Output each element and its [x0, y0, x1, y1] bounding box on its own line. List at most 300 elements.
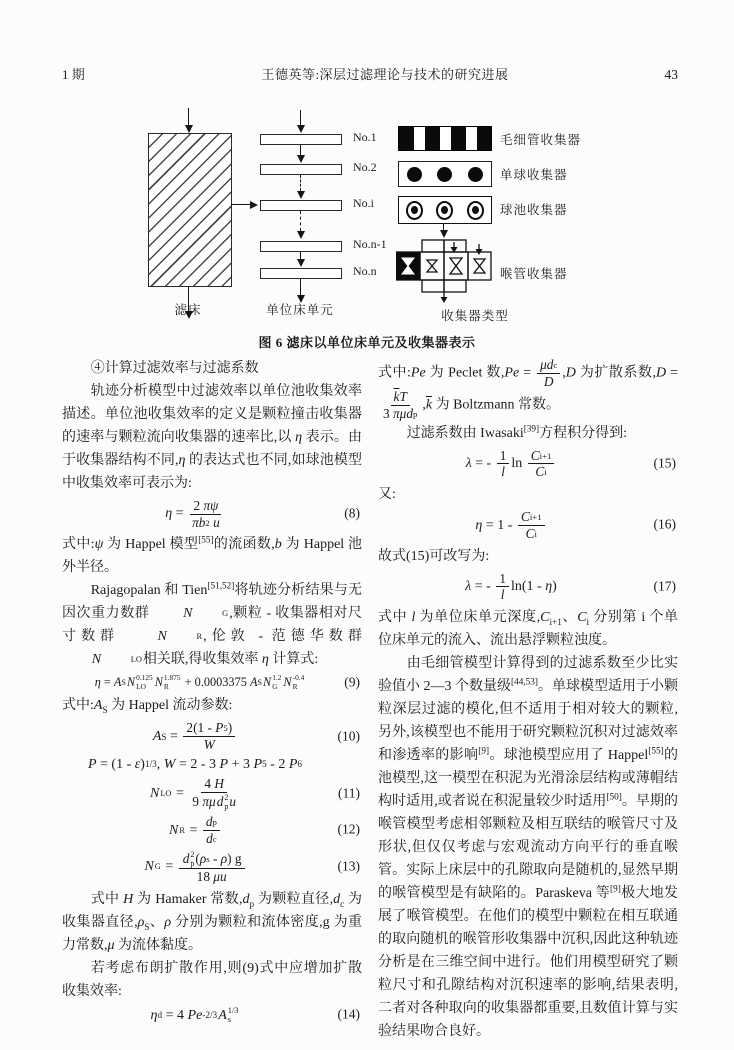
issue-label: 1 期	[62, 67, 85, 82]
paragraph	[62, 888, 362, 957]
equation-body: P = (1 - ε ) 1/3 , W = 2 - 3 P + 3 P 5 - 2 P 6	[87, 756, 303, 772]
text: l	[500, 587, 505, 603]
text: 由毛细管模型计算得到的过滤系数至少比实验值小 2—3 个数量级	[378, 655, 678, 694]
variable-with-scripts	[183, 850, 195, 868]
text: u	[209, 514, 220, 530]
page-header	[62, 64, 678, 83]
subscript: R	[179, 825, 185, 835]
variable: d	[216, 794, 224, 810]
paragraph	[62, 957, 362, 1003]
text: 过滤系数由 Iwasaki	[406, 425, 524, 441]
text: = (1 -	[96, 756, 135, 772]
equation-number: (16)	[653, 516, 676, 532]
variable-with-scripts	[169, 822, 185, 840]
numerator: μd c	[537, 357, 560, 374]
fraction	[496, 571, 509, 603]
text: [39]	[523, 423, 540, 434]
text: P	[288, 756, 298, 772]
text: = -	[471, 578, 495, 594]
equation-number: (15)	[653, 455, 676, 471]
text: P	[219, 756, 229, 772]
text: )	[552, 578, 557, 594]
text: ρ	[164, 914, 172, 930]
scripts	[293, 674, 305, 691]
text: 、	[561, 609, 578, 625]
paragraph	[378, 422, 678, 445]
paragraph	[378, 606, 678, 652]
single-sphere-collector-label: 单球收集器	[500, 168, 568, 182]
text: 将轨迹分析结果与无因次重力数群	[62, 583, 363, 622]
text: 的表达式也不同,如球池模型中收集效率可表示为:	[62, 453, 363, 491]
arrow-unit-i-n1	[295, 211, 306, 239]
text: 式中:	[62, 537, 95, 553]
text: )	[227, 720, 233, 736]
text: A	[113, 675, 122, 690]
variable: N	[262, 675, 272, 690]
text: 。早期的喉管模型考虑相邻颗粒及相互联结的喉管尺寸及形状,但仅仅考虑与宏观流动方向平行的垂直喉管。实际上床层中的孔隙取向是随机的,显然早期的喉管模型是有缺陷的。Paraskeva 等	[378, 793, 679, 901]
text: 若考虑布朗扩散作用,则(9)式中应增加扩散收集效率:	[62, 960, 362, 999]
equation-body: A S = 2(1 - P 5 ) W	[153, 720, 237, 752]
variable: N	[126, 675, 136, 690]
text: P	[87, 756, 97, 772]
variable: N	[183, 606, 193, 622]
fraction	[189, 498, 223, 530]
text: )	[140, 756, 145, 772]
section-heading	[62, 357, 362, 380]
text: + 3	[228, 756, 254, 772]
denominator	[189, 793, 239, 811]
text: i+1	[549, 616, 562, 627]
text: 3	[383, 406, 393, 422]
subscript: LO	[130, 655, 142, 665]
sphere-in-cell-icon	[436, 201, 453, 220]
text: 式中	[90, 891, 124, 907]
paragraph	[62, 579, 366, 671]
sphere-icon	[468, 167, 483, 182]
text: D	[543, 373, 554, 389]
text: =	[172, 785, 188, 801]
text: C	[577, 609, 587, 625]
text: 9	[192, 794, 203, 810]
text: = 2 - 3	[175, 756, 220, 772]
text: =	[166, 728, 182, 744]
sphere-icon	[437, 167, 452, 182]
variable: d	[182, 850, 190, 866]
subscript: s	[227, 1015, 232, 1025]
variable: N	[91, 652, 102, 668]
text: d	[406, 406, 413, 422]
subscript: G	[222, 609, 229, 619]
arrow-unit-2-i	[295, 175, 306, 199]
text: ④计算过滤效率与过滤系数	[90, 361, 259, 376]
variable-with-scripts	[63, 648, 142, 671]
unit-bed-element-n-1	[260, 241, 342, 252]
running-title: 王德英等:深层过滤理论与技术的研究进展	[261, 67, 509, 82]
filter-bed-graphic	[148, 133, 232, 287]
arrow-bed-to-unit-i	[231, 199, 258, 210]
scripts	[224, 793, 228, 811]
scripts	[179, 826, 185, 836]
text: 的流函数,	[213, 537, 275, 553]
paragraph	[62, 694, 362, 717]
text: 分别为颗粒和流体密度,g 为重力常数,	[62, 914, 363, 953]
scripts	[164, 674, 181, 691]
numerator	[497, 448, 510, 465]
text: l	[411, 609, 416, 625]
denominator	[541, 374, 557, 390]
denominator	[201, 737, 218, 753]
text: λ	[465, 578, 472, 594]
equation-number: (17)	[653, 578, 676, 594]
text: ) g	[227, 850, 242, 866]
text: η	[178, 453, 186, 468]
text: b	[274, 537, 282, 553]
equation	[62, 814, 362, 846]
text: 式中:	[62, 698, 94, 714]
fraction	[203, 814, 220, 846]
equation	[62, 1006, 362, 1025]
text: η	[150, 1007, 158, 1023]
text: u	[229, 794, 237, 810]
denominator	[498, 464, 508, 480]
text: ρ	[137, 914, 145, 930]
equation-number: (10)	[337, 728, 360, 744]
scripts	[193, 609, 228, 619]
denominator: C i	[525, 525, 537, 541]
text: πb	[192, 514, 206, 530]
subscript: R	[163, 681, 169, 691]
text: 为 Hamaker 常数,	[133, 891, 243, 907]
text-columns	[62, 357, 682, 1043]
subscript: R	[196, 632, 203, 642]
text: 为 Boltzmann 常数。	[432, 397, 561, 413]
sphere-in-cell-icon	[406, 201, 423, 220]
equation-number: (14)	[337, 1006, 360, 1022]
equation-number: (11)	[338, 785, 360, 801]
equation-body	[165, 498, 225, 530]
text: η	[94, 675, 101, 690]
text: 为 Happel 池外半径。	[62, 537, 363, 576]
text: Pe	[410, 365, 426, 381]
text: 2	[193, 498, 204, 513]
equation-body	[466, 448, 557, 480]
variable: N	[157, 629, 167, 645]
superscript: 1/3	[227, 1005, 239, 1015]
page-number: 43	[664, 67, 678, 82]
text: ,	[156, 756, 164, 772]
unit-bed-label-i: No.i	[353, 196, 374, 210]
left-column	[62, 357, 366, 1043]
text: -	[209, 850, 221, 866]
subscript: p	[190, 858, 195, 868]
text: C	[525, 525, 535, 541]
equation-body	[465, 571, 557, 603]
figure-6	[60, 106, 674, 334]
text: 为 Happel 流动参数:	[107, 698, 233, 714]
variable-with-scripts	[127, 674, 153, 691]
superscript: -0.4	[292, 673, 305, 683]
sphere-icon	[407, 167, 422, 182]
text: $\overline{k}$	[425, 397, 433, 413]
numerator	[496, 571, 509, 588]
text: W	[163, 756, 176, 772]
text: ,颗粒 - 收集器相对尺寸数群	[62, 606, 362, 645]
variable: N	[154, 675, 163, 690]
variable: N	[144, 859, 154, 875]
paragraph	[62, 380, 362, 495]
fraction	[179, 850, 245, 885]
constricted-tube-collector-graphic	[396, 238, 492, 304]
text: [55]	[198, 534, 214, 545]
fraction	[497, 448, 510, 480]
text: η	[545, 578, 553, 594]
text: 为单位床单元深度,	[415, 609, 541, 625]
filter-bed-label: 滤床	[174, 303, 202, 317]
arrow-unit-1-2	[295, 145, 306, 163]
figure-caption: 图 6 滤床以单位床单元及收集器表示	[258, 335, 476, 350]
text: 的池模型,这一模型在积泥为光滑涂层结构或薄帽结构时适用,或者说在积泥量较少时适用	[378, 747, 678, 809]
text: 相关联,得收集效率	[142, 652, 262, 668]
text: d	[205, 814, 213, 830]
denominator: 3 πμ d p	[383, 406, 418, 422]
variable-with-scripts	[155, 674, 181, 691]
text: πμ	[392, 406, 407, 422]
paragraph	[378, 545, 678, 568]
text: 式中	[378, 609, 412, 625]
text: ln	[511, 456, 526, 472]
text: 1	[499, 570, 506, 586]
variable-with-scripts	[218, 1006, 238, 1025]
variable-with-scripts	[263, 674, 281, 691]
numerator: 2(1 - P 5 )	[183, 720, 235, 737]
text: + 0.0003375	[181, 675, 250, 690]
text: 4	[204, 776, 215, 792]
numerator: d p	[203, 814, 220, 831]
subscript: LO	[136, 681, 146, 691]
constricted-tube-collector-label: 喉管收集器	[500, 267, 568, 281]
equation	[62, 720, 362, 752]
fraction	[189, 776, 239, 811]
text: η	[261, 652, 269, 668]
scripts	[102, 655, 142, 665]
text: $\overline{k}$	[393, 389, 400, 405]
subscript: LO	[160, 788, 172, 798]
text: 表示。由于收集器结构不同,	[62, 430, 363, 468]
text: T	[399, 389, 407, 405]
text: 、	[149, 914, 165, 930]
variable-with-scripts	[129, 625, 202, 648]
text: p	[249, 898, 255, 909]
text: 轨迹分析模型中过滤效率以单位池收集效率描述。单位池收集效率的定义是颗粒撞击收集器的速率与颗粒流向收集器的速率比,以	[62, 384, 362, 445]
text: D	[655, 365, 667, 381]
text: 1	[499, 447, 507, 463]
fraction	[183, 720, 235, 752]
text: d	[206, 830, 213, 846]
equation	[62, 850, 362, 885]
variable: N	[169, 822, 179, 838]
text: P	[215, 720, 224, 736]
superscript: 1.2	[272, 673, 282, 683]
equation-number: (13)	[337, 858, 360, 874]
arrow-into-filter-bed	[183, 108, 194, 133]
text: S	[144, 921, 150, 932]
text: [55]	[648, 745, 664, 756]
text: η	[475, 517, 483, 533]
text: Pe	[187, 1007, 203, 1023]
text: ,伦敦 - 范德华数群	[203, 629, 366, 645]
text: ψ	[94, 537, 104, 553]
text: C	[540, 609, 550, 625]
equation-body	[168, 814, 222, 846]
text: P	[253, 756, 263, 772]
fraction	[528, 448, 555, 480]
text: =	[519, 365, 536, 381]
text: d	[242, 891, 250, 907]
equation	[378, 509, 678, 541]
text: A	[152, 728, 162, 744]
denominator	[194, 869, 230, 885]
equation-number: (8)	[344, 505, 360, 521]
sphere-in-cell-collector-label: 球池收集器	[500, 203, 568, 217]
text: μd	[540, 357, 554, 372]
numerator	[190, 498, 221, 515]
fraction	[518, 509, 545, 541]
text: η	[295, 430, 303, 445]
arrow-into-constricted-tube	[438, 224, 449, 238]
denominator: d c	[206, 830, 217, 846]
unit-bed-label-n-1: No.n-1	[353, 237, 387, 251]
text: l	[501, 464, 505, 480]
equation	[378, 448, 678, 480]
text: 故式(15)可改写为:	[378, 548, 490, 564]
text: [51,52]	[207, 580, 235, 591]
superscript: 2	[224, 792, 229, 802]
text: μ	[107, 937, 115, 953]
text: [9]	[478, 745, 490, 756]
scripts	[228, 1006, 239, 1025]
text: c	[340, 898, 345, 909]
text: =	[161, 859, 177, 875]
numerator: C i+1	[528, 448, 555, 465]
text: λ	[465, 456, 472, 472]
text: [44,53]	[511, 676, 538, 687]
subscript: p	[224, 802, 229, 812]
text: - 2	[266, 756, 289, 772]
numerator	[391, 389, 410, 406]
text: S	[102, 705, 108, 716]
text: ρ	[220, 850, 228, 866]
text: 为 Happel 模型	[103, 537, 199, 553]
text: (	[195, 850, 200, 866]
unit-bed-element-2	[260, 164, 342, 175]
unit-bed-element-n	[260, 268, 342, 279]
subscript: G	[272, 681, 278, 691]
fraction	[537, 357, 560, 389]
capillary-collector-graphic	[398, 126, 492, 151]
text: A	[93, 698, 103, 714]
paragraph	[378, 483, 678, 506]
unit-bed-label-2: No.2	[353, 160, 377, 174]
text: 为收集器直径,	[62, 891, 363, 930]
text: 18	[196, 868, 214, 884]
text: = 1 -	[482, 517, 516, 533]
denominator: C i	[535, 464, 547, 480]
text: πψ	[203, 498, 219, 513]
text: ln(1 -	[510, 578, 546, 594]
variable-with-scripts	[150, 785, 172, 803]
equation	[62, 498, 362, 530]
equation-body: η = A S N 0.125 LO N 1.875 R + 0.0003375 A S N 1.2 G N -0.4 R	[94, 673, 305, 691]
text: 又:	[378, 487, 396, 503]
text: 极大地发展了喉管模型。在他们的模型中颗粒在相互联通的取向随机的喉管形收集器中沉积,因此这种轨迹分析是在三维空间中进行。他们用模型研究了颗粒尺寸和孔隙结构对沉积速率的影响,结果表明,二者对各种取向的收集器都重要,且数值计算与实验结果吻合良好。	[378, 885, 678, 1039]
sphere-in-cell-icon	[467, 201, 484, 220]
scripts	[155, 862, 161, 872]
subscript: R	[292, 681, 298, 691]
text: Rajagopalan 和 Tien	[90, 583, 208, 599]
equation	[62, 776, 362, 811]
text: =	[666, 365, 682, 381]
text: 。球池模型应用了 Happel	[489, 747, 649, 763]
text: η	[165, 506, 173, 522]
text: 分别第 i 个单位床单元的流入、流出悬浮颗粒浊度。	[378, 609, 679, 648]
equation-body	[149, 776, 241, 811]
text: 计算式:	[268, 652, 319, 668]
collector-type-label: 收集器类型	[441, 309, 509, 323]
equation	[62, 756, 362, 774]
text: ,	[562, 365, 566, 381]
equation-body	[475, 509, 546, 541]
numerator: d 2 p ( ρ s - ρ ) g	[179, 850, 245, 869]
equation-number: (9)	[344, 674, 360, 690]
sphere-in-cell-collector-graphic	[398, 196, 492, 224]
text: 为颗粒直径,	[254, 891, 334, 907]
variable-with-scripts	[283, 674, 304, 691]
text: ,	[422, 397, 426, 413]
scripts	[136, 674, 153, 691]
equation-body: η d = 4 Pe -2/3 A 1/3 s	[150, 1005, 239, 1025]
superscript: 1.875	[163, 673, 181, 683]
text: ρ	[199, 850, 207, 866]
variable: A	[218, 1007, 227, 1023]
equation-number: (12)	[337, 821, 360, 837]
text: C	[520, 509, 530, 525]
variable-with-scripts	[217, 793, 229, 811]
variable: N	[283, 675, 292, 690]
text: [50]	[606, 791, 622, 802]
text: 为 Peclet 数,	[425, 365, 505, 381]
text: 。单球模型适用于小颗粒深层过滤的模化,但不适用于相对较大的颗粒,另外,该模型也不能用于研究颗粒沉积对过滤效率和渗透率的影响	[378, 678, 679, 763]
capillary-collector-label: 毛细管收集器	[500, 133, 582, 147]
scripts	[160, 789, 171, 799]
text: C	[530, 447, 540, 463]
single-sphere-collector-graphic	[398, 161, 492, 187]
superscript: 2	[190, 849, 195, 859]
text: μu	[213, 868, 227, 884]
text: [9]	[610, 883, 621, 894]
text: i	[586, 616, 590, 627]
text: 为流体黏度。	[114, 937, 203, 953]
text: =	[172, 506, 188, 522]
arrow-into-unit-1	[295, 110, 306, 133]
text: A	[249, 675, 258, 690]
unit-bed-label-n: No.n	[353, 264, 377, 278]
text: H	[214, 776, 224, 792]
paragraph	[378, 357, 682, 422]
text: =	[100, 675, 114, 690]
subscript: G	[154, 862, 161, 872]
text: H	[123, 891, 134, 907]
variable: N	[149, 785, 160, 801]
